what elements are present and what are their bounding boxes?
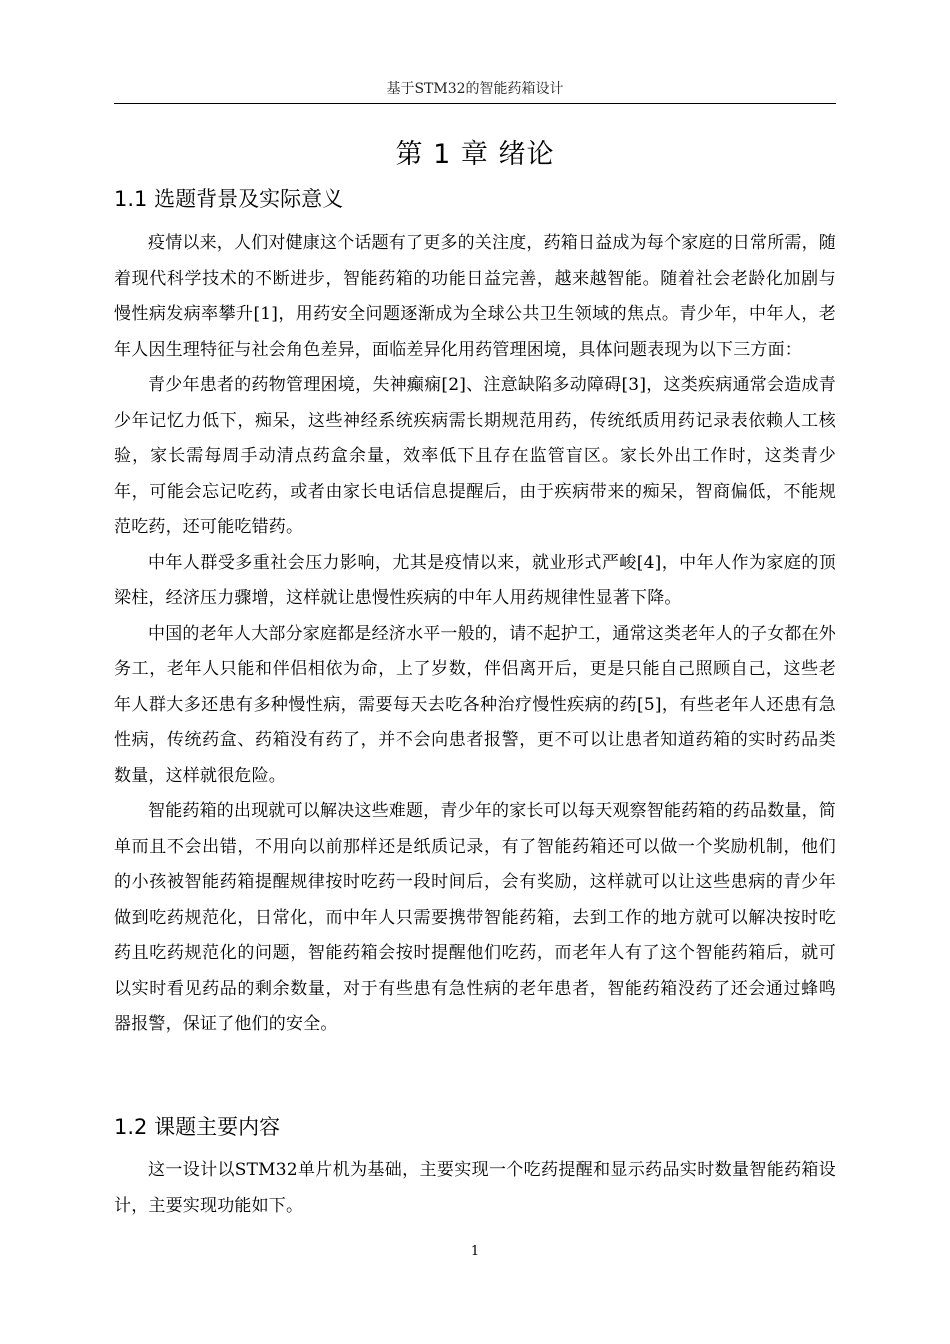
paragraph: 这一设计以STM32单片机为基础，主要实现一个吃药提醒和显示药品实时数量智能药箱设计，主要实现功能如下。: [114, 1160, 836, 1216]
paragraph: 青少年患者的药物管理困境，失神癫痫[2]、注意缺陷多动障碍[3]，这类疾病通常会造成青少年记忆力低下，痴呆，这些神经系统疾病需长期规范用药，传统纸质用药记录表依赖人工核验，家长需每周手动清点药盒余量，效率低下且存在监管盲区。家长外出工作时，这类青少年，可能会忘记吃药，或者由家长电话信息提醒后，由于疾病带来的痴呆，智商偏低，不能规范吃药，还可能吃错药。: [114, 375, 836, 537]
paragraph: 疫情以来，人们对健康这个话题有了更多的关注度，药箱日益成为每个家庭的日常所需，随着现代科学技术的不断进步，智能药箱的功能日益完善，越来越智能。随着社会老龄化加剧与慢性病发病率攀升[1]，用药安全问题逐渐成为全球公共卫生领域的焦点。青少年，中年人，老年人因生理特征与社会角色差异，面临差异化用药管理困境，具体问题表现为以下三方面：: [114, 233, 836, 360]
chapter-title: 第 1 章 绪论: [395, 139, 555, 170]
running-header: 基于STM32的智能药箱设计: [386, 81, 564, 97]
paragraph: 智能药箱的出现就可以解决这些难题，青少年的家长可以每天观察智能药箱的药品数量，简单而且不会出错，不用向以前那样还是纸质记录，有了智能药箱还可以做一个奖励机制，他们的小孩被智能药箱提醒规律按时吃药一段时间后，会有奖励，这样就可以让这些患病的青少年做到吃药规范化，日常化，而中年人只需要携带智能药箱，去到工作的地方就可以解决按时吃药且吃药规范化的问题，智能药箱会按时提醒他们吃药，而老年人有了这个智能药箱后，就可以实时看见药品的剩余数量，对于有些患有急性病的老年患者，智能药箱没药了还会通过蜂鸣器报警，保证了他们的安全。: [114, 801, 836, 1034]
section-1-2-body: [114, 1153, 836, 1224]
paragraph: 中国的老年人大部分家庭都是经济水平一般的，请不起护工，通常这类老年人的子女都在外务工，老年人只能和伴侣相依为命，上了岁数，伴侣离开后，更是只能自己照顾自己，这些老年人群大多还患有多种慢性病，需要每天去吃各种治疗慢性疾病的药[5]，有些老年人还患有急性病，传统药盒、药箱没有药了，并不会向患者报警，更不可以让患者知道药箱的实时药品类数量，这样就很危险。: [114, 623, 836, 786]
section-heading-1-2: 1.2 课题主要内容: [114, 1115, 281, 1139]
section-1-1-body: [114, 226, 836, 1043]
page-number: 1: [470, 1244, 480, 1259]
header-divider: [114, 103, 836, 104]
section-heading-1-1: 1.1 选题背景及实际意义: [114, 187, 344, 211]
paragraph: 中年人群受多重社会压力影响，尤其是疫情以来，就业形式严峻[4]，中年人作为家庭的顶梁柱，经济压力骤增，这样就让患慢性疾病的中年人用药规律性显著下降。: [114, 552, 836, 608]
